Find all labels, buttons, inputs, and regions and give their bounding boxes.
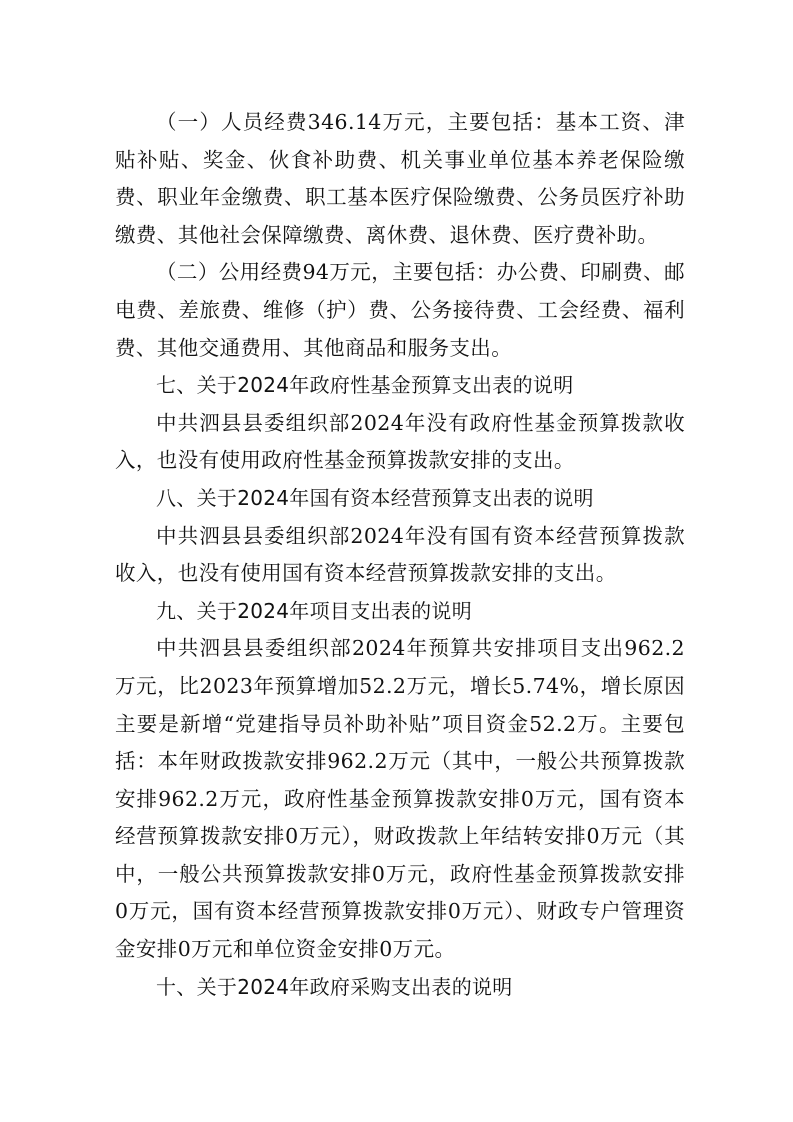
section-heading-10: 十、关于2024年政府采购支出表的说明 — [156, 974, 513, 999]
paragraph-public-expenses: （二）公用经费94万元，主要包括：办公费、印刷费、邮电费、差旅费、维修（护）费、公务接待费、工会经费、福利费、其他交通费用、其他商品和服务支出。 — [115, 260, 685, 360]
section-heading-9: 九、关于2024年项目支出表的说明 — [156, 598, 472, 623]
paragraph-section-9: 中共泗县县委组织部2024年预算共安排项目支出962.2万元，比2023年预算增加52.2万元，增长5.74%，增长原因主要是新增“党建指导员补助补贴”项目资金52.2万。主要包括：本年财政拨款安排962.2万元（其中，一般公共预算拨款安排962.2万元，政府性基金预算拨款安排0万元，国有资本经营预算拨款安排0万元），财政拨款上年结转安排0万元（其中，一般公共预算拨款安排0万元，政府性基金预算拨款安排0万元，国有资本经营预算拨款安排0万元）、财政专户管理资金安排0万元和单位资金安排0万元。 — [115, 636, 685, 962]
document-body — [115, 104, 685, 1006]
paragraph-section-7: 中共泗县县委组织部2024年没有政府性基金预算拨款收入，也没有使用政府性基金预算拨款安排的支出。 — [115, 410, 685, 473]
section-heading-7: 七、关于2024年政府性基金预算支出表的说明 — [156, 373, 574, 398]
section-heading-8: 八、关于2024年国有资本经营预算支出表的说明 — [156, 485, 594, 510]
paragraph-personnel-expenses: （一）人员经费346.14万元，主要包括：基本工资、津贴补贴、奖金、伙食补助费、机关事业单位基本养老保险缴费、职业年金缴费、职工基本医疗保险缴费、公务员医疗补助缴费、其他社会保障缴费、离休费、退休费、医疗费补助。 — [115, 110, 685, 247]
paragraph-section-8: 中共泗县县委组织部2024年没有国有资本经营预算拨款收入，也没有使用国有资本经营预算拨款安排的支出。 — [115, 523, 685, 586]
